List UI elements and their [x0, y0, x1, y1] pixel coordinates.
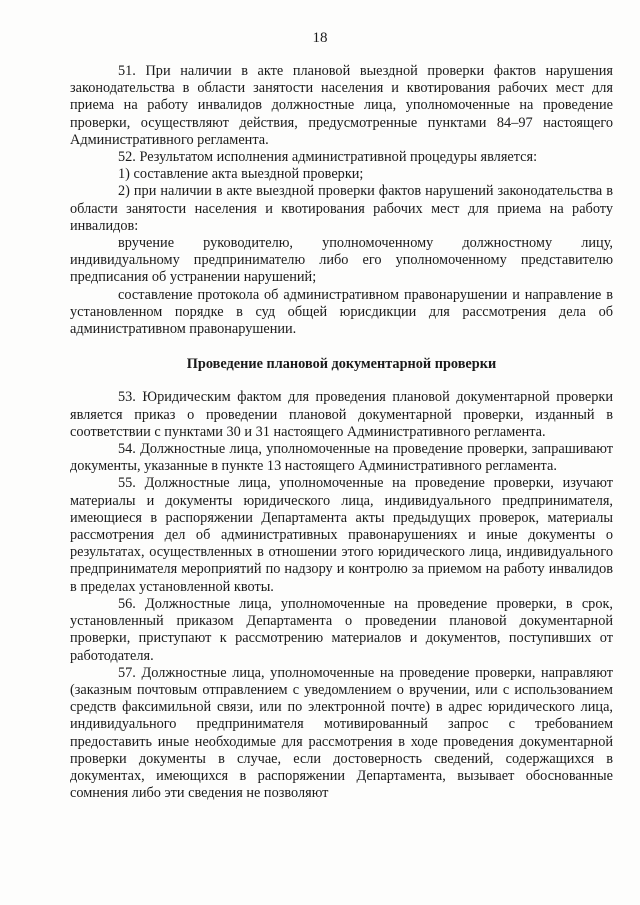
paragraph-55: 55. Должностные лица, уполномоченные на проведение проверки, изучают материалы и документы юридического лица, индивидуального предпринимателя, имеющиеся в распоряжении Департамента акты предыдущих проверок, материалы рассмотрения дел об административных правонарушениях и иные документы о результатах, осуществленных в отношении этого юридического лица, индивидуального предпринимателя мероприятий по надзору и контролю за приемом на работу инвалидов в пределах установленной квоты.	[70, 475, 613, 595]
list-item-1: 1) составление акта выездной проверки;	[118, 166, 364, 183]
section-heading: Проведение плановой документарной проверки	[186, 356, 497, 373]
paragraph-54: 54. Должностные лица, уполномоченные на проведение проверки, запрашивают документы, указанные в пункте 13 настоящего Административного регламента.	[70, 441, 613, 475]
paragraph-53: 53. Юридическим фактом для проведения плановой документарной проверки является приказ о проведении плановой документарной проверки, изданный в соответствии с пунктами 30 и 31 настоящего Административного регламента.	[70, 389, 613, 440]
paragraph-51: 51. При наличии в акте плановой выездной проверки фактов нарушения законодательства в области занятости населения и квотирования рабочих мест для приема на работу инвалидов должностные лица, уполномоченные на проведение проверки, осуществляют действия, предусмотренные пунктами 84–97 настоящего Административного регламента.	[70, 63, 613, 148]
paragraph-57: 57. Должностные лица, уполномоченные на проведение проверки, направляют (заказным почтовым отправлением с уведомлением о вручении, или с использованием средств факсимильной связи, или по электронной почте) в адрес юридического лица, индивидуального предпринимателя мотивированный запрос с требованием предоставить иные необходимые для рассмотрения в ходе проведения документарной проверки документы в случае, если достоверность сведений, содержащихся в документах, имеющихся в распоряжении Департамента, вызывает обоснованные сомнения либо эти сведения не позволяют	[70, 664, 613, 802]
document-body	[70, 63, 613, 802]
sub-item-protocol: составление протокола об административном правонарушении и направление в установленном порядке в суд общей юрисдикции для рассмотрения дела об административном правонарушении.	[70, 286, 613, 338]
list-item-2: 2) при наличии в акте выездной проверки фактов нарушений законодательства в области занятости населения и квотирования рабочих мест для приема на работу инвалидов:	[70, 183, 613, 234]
paragraph-52: 52. Результатом исполнения административной процедуры является:	[118, 149, 538, 166]
page-number: 18	[312, 30, 328, 46]
paragraph-56: 56. Должностные лица, уполномоченные на проведение проверки, в срок, установленный приказом Департамента о проведении плановой документарной проверки, приступают к рассмотрению материалов и документов, поступивших от работодателя.	[70, 595, 613, 664]
sub-item-delivery: вручение руководителю, уполномоченному должностному лицу, индивидуальному предпринимателю либо его уполномоченному представителю предписания об устранении нарушений;	[70, 235, 613, 286]
